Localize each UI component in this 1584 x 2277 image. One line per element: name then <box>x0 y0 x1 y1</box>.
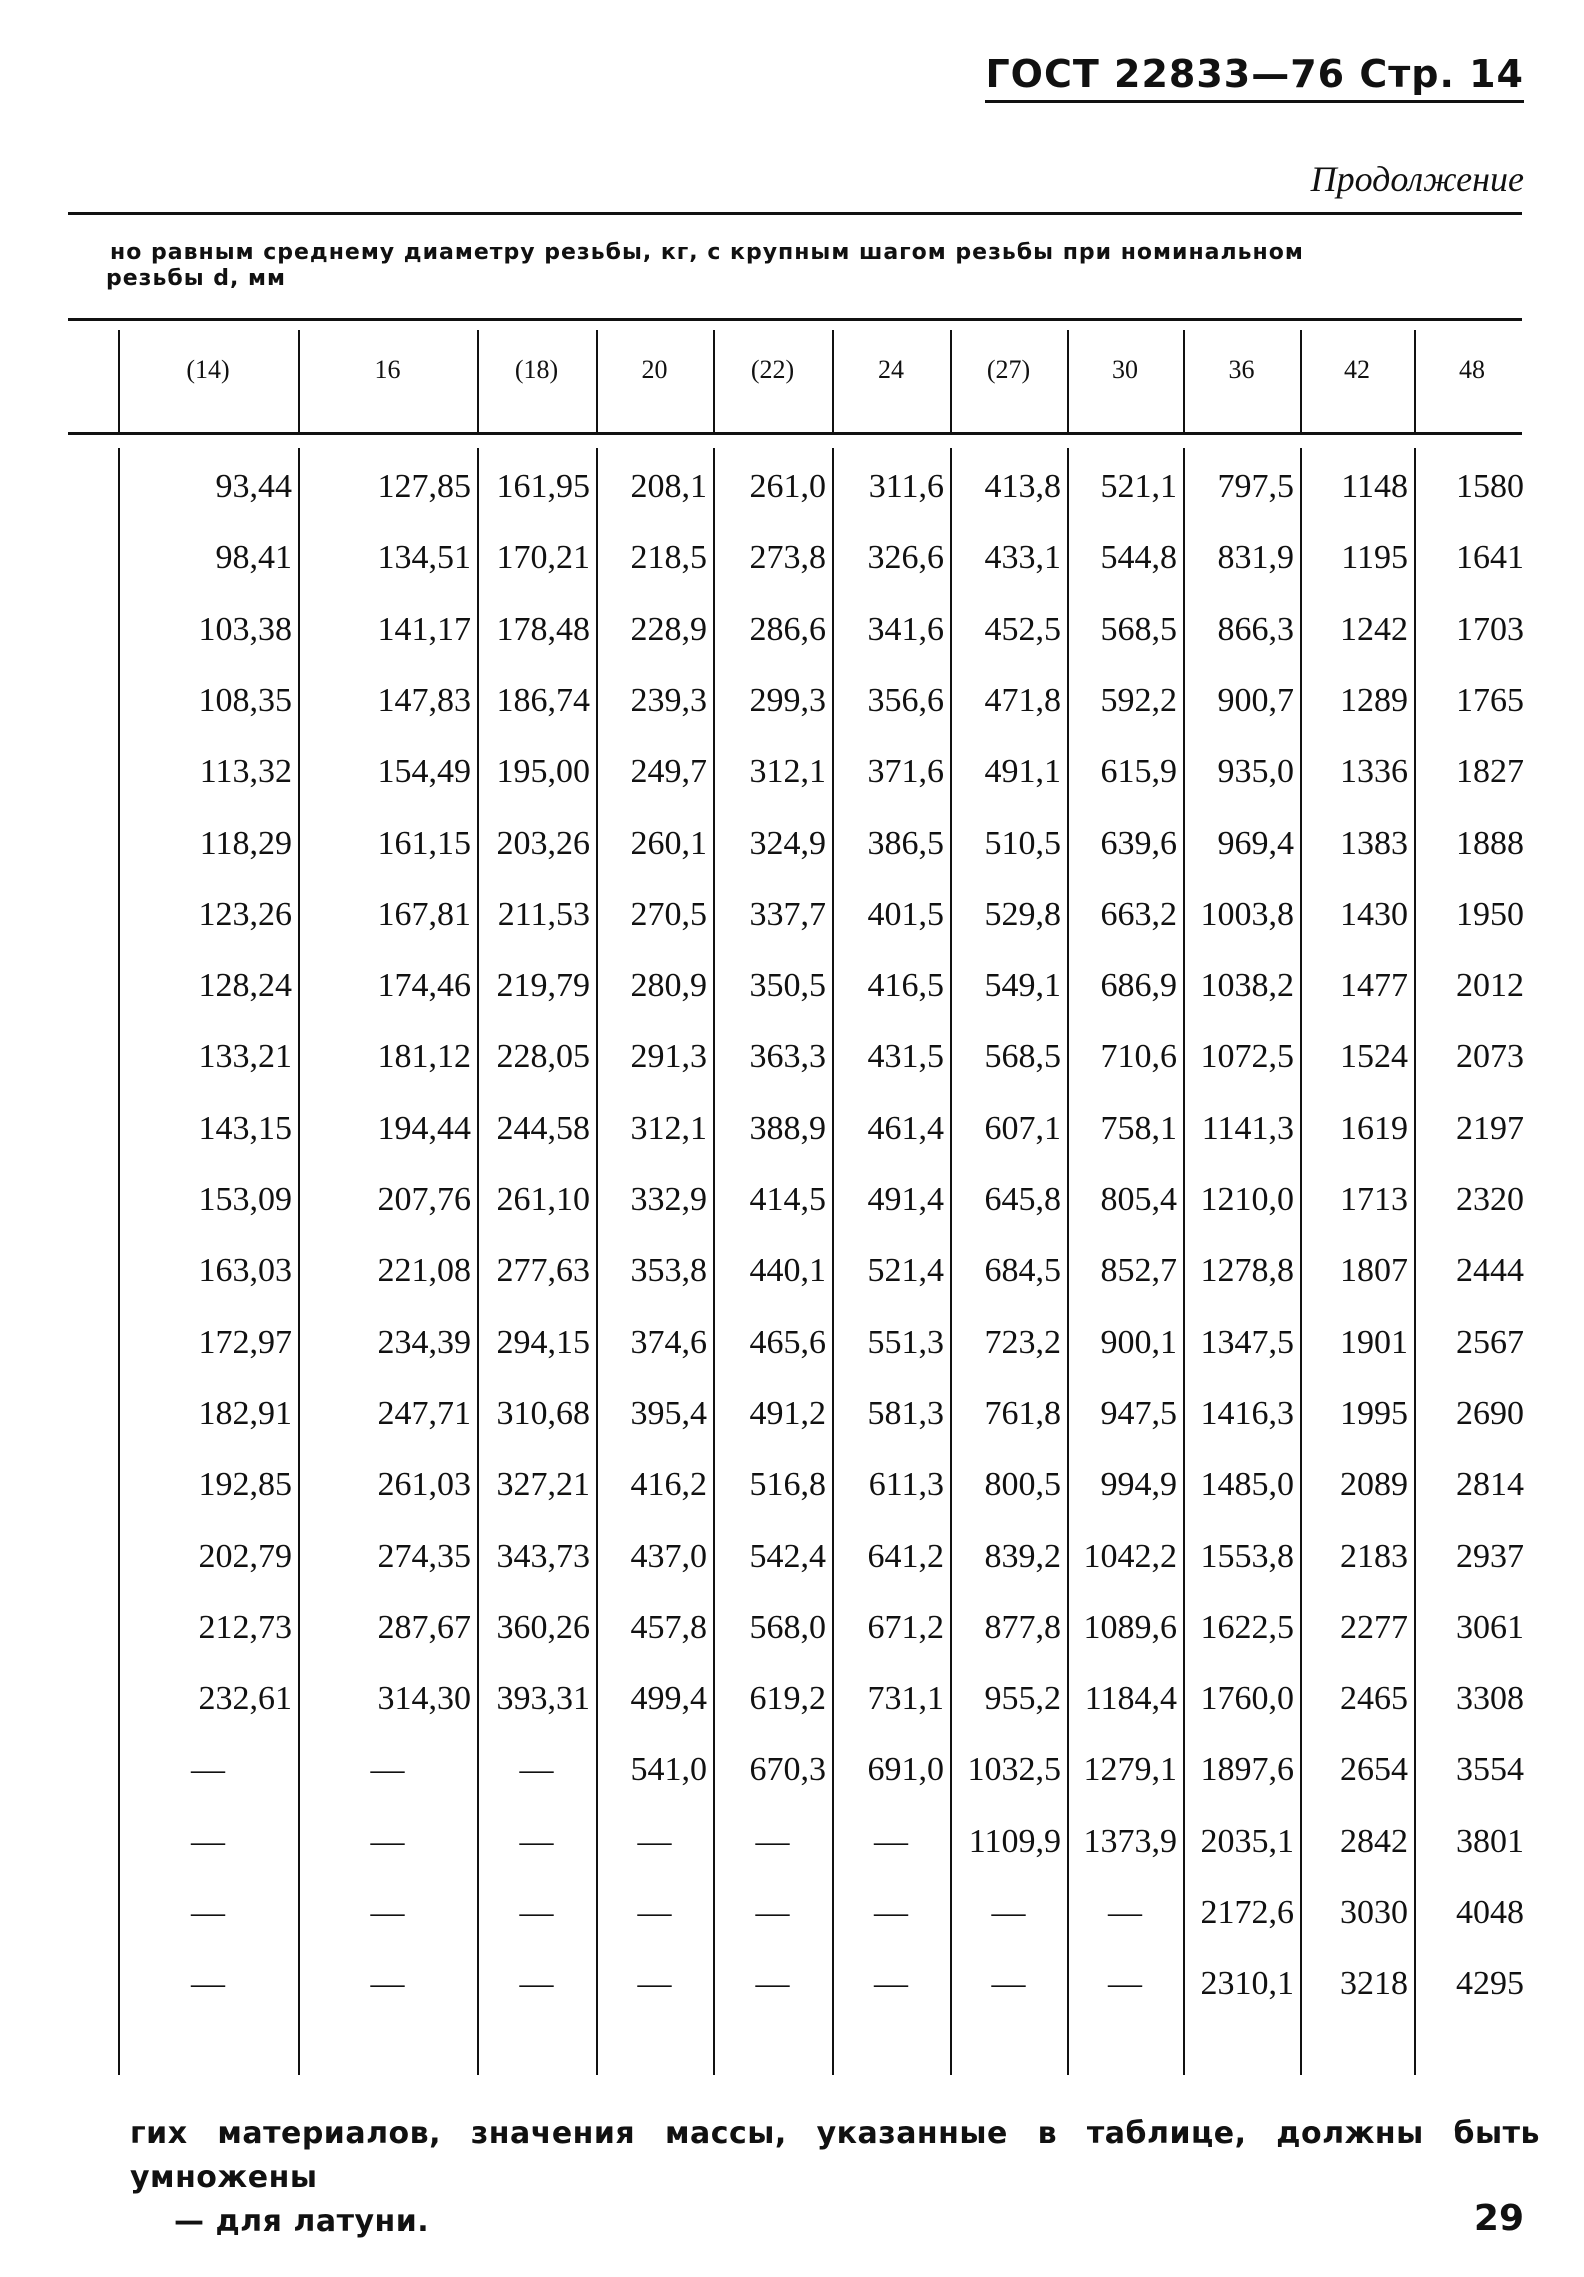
table-cell: 2183 <box>1340 1537 1408 1575</box>
table-cell: 852,7 <box>1100 1252 1177 1290</box>
table-cell: 1477 <box>1340 967 1408 1005</box>
table-cell: 516,8 <box>749 1466 826 1504</box>
table-cell: 1336 <box>1340 753 1408 791</box>
table-cell: 388,9 <box>749 1109 826 1147</box>
table-cell: 181,12 <box>377 1038 471 1076</box>
table-cell: 1141,3 <box>1201 1109 1294 1147</box>
column-header: 48 <box>1459 355 1485 384</box>
table-cell: 413,8 <box>984 468 1061 505</box>
table-cell: 239,3 <box>630 681 707 719</box>
table-cell: — <box>191 1751 225 1789</box>
table-cell: 249,7 <box>630 753 707 791</box>
table-cell: 393,31 <box>496 1680 590 1718</box>
table-cell: 147,83 <box>377 681 471 719</box>
table-cell: 758,1 <box>1100 1109 1177 1147</box>
table-cell: 261,10 <box>496 1181 590 1218</box>
table-cell: 314,30 <box>377 1680 471 1718</box>
table-cell: 2320 <box>1456 1181 1524 1218</box>
table-cell: 260,1 <box>630 824 707 862</box>
column-header: 16 <box>374 355 401 384</box>
table-cell: 491,1 <box>984 753 1061 791</box>
table-cell: 143,15 <box>198 1109 292 1147</box>
table-cell: 831,9 <box>1217 539 1294 577</box>
table-cell: — <box>991 1894 1026 1931</box>
table-cell: 170,21 <box>496 539 590 577</box>
table-cell: — <box>755 1894 790 1931</box>
table-cell: 244,58 <box>496 1109 590 1147</box>
table-cell: 212,73 <box>198 1608 292 1646</box>
table-cell: 416,2 <box>630 1466 707 1504</box>
table-cell: 2310,1 <box>1200 1965 1294 2003</box>
table-cell: 154,49 <box>377 753 471 791</box>
table-cell: 1950 <box>1456 895 1524 933</box>
header-divider <box>298 330 300 432</box>
table-cell: 360,26 <box>496 1608 590 1646</box>
table-cell: 273,8 <box>749 539 826 577</box>
header-divider <box>477 330 479 432</box>
table-cell: 123,26 <box>198 895 292 933</box>
table-cell: 723,2 <box>984 1323 1061 1361</box>
table-cell: 1383 <box>1340 824 1408 862</box>
table-cell: 639,6 <box>1100 824 1177 862</box>
table-cell: 619,2 <box>749 1680 826 1718</box>
table-cell: 2197 <box>1456 1109 1524 1147</box>
table-cell: 1485,0 <box>1200 1466 1294 1504</box>
table-cell: 1032,5 <box>967 1751 1061 1789</box>
table-cell: 326,6 <box>867 539 944 577</box>
header-divider <box>713 330 715 432</box>
column-header: 42 <box>1344 355 1370 384</box>
column-header: (22) <box>750 355 795 384</box>
column-header: (18) <box>514 355 559 384</box>
table-cell: 568,5 <box>984 1038 1061 1076</box>
table-cell: 291,3 <box>630 1038 707 1076</box>
table-cell: 103,38 <box>198 610 292 648</box>
table-cell: 1760,0 <box>1200 1680 1294 1718</box>
table-cell: 521,4 <box>867 1252 944 1290</box>
table-cell: 341,6 <box>867 610 944 648</box>
column-header: 30 <box>1112 355 1138 384</box>
table-cell: 710,6 <box>1100 1038 1177 1076</box>
table-cell: 178,48 <box>496 610 590 648</box>
table-cell: 1195 <box>1341 539 1408 577</box>
table-cell: 641,2 <box>867 1537 944 1575</box>
table-cell: 592,2 <box>1100 681 1177 719</box>
table-cell: — <box>370 1751 405 1789</box>
table-cell: 1888 <box>1456 824 1524 862</box>
table-cell: 645,8 <box>984 1181 1061 1218</box>
table-cell: — <box>637 1822 672 1860</box>
table-cell: 1641 <box>1456 539 1524 577</box>
table-cell: 1289 <box>1340 681 1408 719</box>
table-cell: 731,1 <box>867 1680 944 1718</box>
table-cell: 167,81 <box>377 895 471 933</box>
table-cell: 294,15 <box>496 1323 590 1361</box>
table-cell: 1279,1 <box>1083 1751 1177 1789</box>
table-cell: 247,71 <box>377 1394 471 1432</box>
table-cell: 363,3 <box>749 1038 826 1076</box>
table-cell: 312,1 <box>749 753 826 791</box>
table-cell: 1713 <box>1340 1181 1408 1218</box>
table-cell: — <box>370 1894 405 1931</box>
table-cell: 128,24 <box>198 967 292 1005</box>
table-cell: 994,9 <box>1100 1466 1177 1504</box>
table-cell: — <box>874 1965 908 2003</box>
page-number: 29 <box>1473 2198 1524 2239</box>
table-cell: 2690 <box>1456 1394 1524 1432</box>
table-cell: — <box>519 1894 554 1931</box>
table-cell: 491,4 <box>867 1181 944 1218</box>
table-cell: 395,4 <box>630 1394 707 1432</box>
table-cell: 1995 <box>1340 1394 1408 1432</box>
table-cell: 332,9 <box>630 1181 707 1218</box>
table-cell: — <box>370 1965 405 2003</box>
table-cell: 182,91 <box>198 1394 292 1432</box>
table-cell: 312,1 <box>630 1109 707 1147</box>
table-cell: 1619 <box>1340 1109 1408 1147</box>
table-cell: 1765 <box>1456 681 1524 719</box>
header-divider <box>950 330 952 432</box>
table-cell: 195,00 <box>496 753 590 791</box>
table-cell: 671,2 <box>867 1608 944 1646</box>
table-cell: 371,6 <box>867 753 944 791</box>
footer-note <box>130 2112 1540 2244</box>
table-cell: 274,35 <box>377 1537 471 1575</box>
table-cell: 686,9 <box>1100 967 1177 1005</box>
table-cell: — <box>1108 1965 1142 2003</box>
header-divider <box>1067 330 1069 432</box>
table-cell: 218,5 <box>630 539 707 577</box>
table-cell: 2089 <box>1340 1466 1408 1504</box>
table-cell: 2172,6 <box>1200 1894 1294 1931</box>
table-cell: — <box>755 1965 790 2003</box>
table-cell: 4048 <box>1456 1894 1524 1931</box>
table-cell: — <box>519 1751 554 1789</box>
table-cell: 969,4 <box>1217 824 1294 862</box>
table-cell: 761,8 <box>984 1394 1061 1432</box>
table-cell: 900,1 <box>1100 1323 1177 1361</box>
table-cell: 1347,5 <box>1200 1323 1294 1361</box>
table-cell: 343,73 <box>496 1537 590 1575</box>
table-cell: — <box>1108 1894 1142 1931</box>
table-cell: 670,3 <box>749 1751 826 1789</box>
table-cell: 457,8 <box>630 1608 707 1646</box>
table-cell: 118,29 <box>199 824 292 862</box>
table-cell: 1072,5 <box>1200 1038 1294 1076</box>
table-cell: 194,44 <box>377 1109 471 1147</box>
table-cell: 611,3 <box>868 1466 944 1504</box>
table-cell: 1553,8 <box>1200 1537 1294 1575</box>
table-cell: 228,05 <box>496 1038 590 1076</box>
table-cell: 491,2 <box>749 1394 826 1432</box>
table-cell: 1242 <box>1340 610 1408 648</box>
table-cell: 2035,1 <box>1200 1822 1294 1860</box>
table-cell: 2567 <box>1456 1323 1524 1361</box>
table-cell: 1210,0 <box>1200 1181 1294 1218</box>
table-cell: 551,3 <box>867 1323 944 1361</box>
table-cell: 452,5 <box>984 610 1061 648</box>
column-header: (14) <box>186 355 230 384</box>
table-cell: 133,21 <box>198 1038 292 1076</box>
table-cell: 471,8 <box>984 681 1061 719</box>
table-cell: 2842 <box>1340 1822 1408 1860</box>
caption-line-2: резьбы d, мм <box>106 266 287 291</box>
table-cell: 3801 <box>1456 1822 1524 1860</box>
header-divider <box>1300 330 1302 432</box>
table-cell: 2277 <box>1340 1608 1408 1646</box>
table-cell: 161,15 <box>377 824 471 862</box>
table-cell: 839,2 <box>984 1537 1061 1575</box>
table-cell: 1278,8 <box>1200 1252 1294 1290</box>
table-cell: 1038,2 <box>1200 967 1294 1005</box>
table-cell: 1184,4 <box>1084 1680 1177 1718</box>
table-cell: 1373,9 <box>1083 1822 1177 1860</box>
table-cell: 127,85 <box>377 468 471 505</box>
table-cell: 568,0 <box>749 1608 826 1646</box>
table-cell: 461,4 <box>867 1109 944 1147</box>
table-cell: 134,51 <box>377 539 471 577</box>
table-cell: 108,35 <box>198 681 292 719</box>
table-cell: 521,1 <box>1100 468 1177 505</box>
table-cell: 211,53 <box>497 895 590 933</box>
table-cell: 174,46 <box>377 967 471 1005</box>
table-cell: 356,6 <box>867 681 944 719</box>
table-cell: 261,03 <box>377 1466 471 1504</box>
table-cell: 935,0 <box>1217 753 1294 791</box>
table-cell: 900,7 <box>1217 681 1294 719</box>
table-cell: 3554 <box>1456 1751 1524 1789</box>
table-cell: 805,4 <box>1100 1181 1177 1218</box>
table-cell: 1003,8 <box>1200 895 1294 933</box>
table-cell: 607,1 <box>984 1109 1061 1147</box>
table-cell: 1622,5 <box>1200 1608 1294 1646</box>
table-cell: 1901 <box>1340 1323 1408 1361</box>
header-divider <box>118 330 120 432</box>
table-cell: — <box>191 1965 225 2003</box>
table-cell: 93,44 <box>215 468 292 505</box>
table-cell: 270,5 <box>630 895 707 933</box>
table-cell: 866,3 <box>1217 610 1294 648</box>
continuation-label: Продолжение <box>1310 159 1524 199</box>
table-cell: 261,0 <box>749 468 826 505</box>
table-cell: 800,5 <box>984 1466 1061 1504</box>
table-cell: 2444 <box>1456 1252 1524 1290</box>
table-cell: 163,03 <box>198 1252 292 1290</box>
table-cell: 153,09 <box>198 1181 292 1218</box>
table-cell: 1807 <box>1340 1252 1408 1290</box>
table-cell: 2465 <box>1340 1680 1408 1718</box>
table-cell: — <box>874 1894 908 1931</box>
table-cell: 172,97 <box>198 1323 292 1361</box>
table-cell: 615,9 <box>1100 753 1177 791</box>
table-cell: 327,21 <box>496 1466 590 1504</box>
table-cell: — <box>370 1822 405 1860</box>
table-cell: 414,5 <box>749 1181 826 1218</box>
table-cell: 202,79 <box>198 1537 292 1575</box>
table-cell: — <box>755 1822 790 1860</box>
table-cell: 2814 <box>1456 1466 1524 1504</box>
table-cell: 691,0 <box>867 1751 944 1789</box>
table-cell: 2937 <box>1456 1537 1524 1575</box>
footer-line-2: — для латуни. <box>174 2204 430 2239</box>
table-cell: — <box>637 1965 672 2003</box>
table-cell: 544,8 <box>1100 539 1177 577</box>
table-cell: 877,8 <box>984 1608 1061 1646</box>
footer-line-1: гих материалов, значения массы, указанные в таблице, должны быть умножены <box>130 2116 1540 2195</box>
page-header: ГОСТ 22833—76 Стр. 14 <box>985 52 1524 103</box>
table-cell: 207,76 <box>377 1181 471 1218</box>
table-cell: — <box>874 1822 908 1860</box>
table-cell: 1148 <box>1341 468 1408 505</box>
table-cell: — <box>519 1822 554 1860</box>
table-cell: 401,5 <box>867 895 944 933</box>
table-cell: 465,6 <box>749 1323 826 1361</box>
header-divider <box>596 330 598 432</box>
table-cell: 280,9 <box>630 967 707 1005</box>
table-cell: 2654 <box>1340 1751 1408 1789</box>
column-header: (27) <box>986 355 1031 384</box>
table-cell: 3308 <box>1456 1680 1524 1718</box>
column-header: 20 <box>641 355 668 384</box>
table-cell: 219,79 <box>496 967 590 1005</box>
table-cell: 581,3 <box>867 1394 944 1432</box>
table-cell: 431,5 <box>867 1038 944 1076</box>
table-cell: 1897,6 <box>1200 1751 1294 1789</box>
table-cell: 542,4 <box>749 1537 826 1575</box>
table-cell: 228,9 <box>630 610 707 648</box>
table-cell: 310,68 <box>496 1394 590 1432</box>
header-divider <box>1183 330 1185 432</box>
table-cell: 286,6 <box>749 610 826 648</box>
table-cell: 433,1 <box>984 539 1061 577</box>
table-cell: 1524 <box>1340 1038 1408 1076</box>
table-cell: 3030 <box>1340 1894 1408 1931</box>
table-cell: 311,6 <box>868 468 944 505</box>
table-cell: 161,95 <box>496 468 590 505</box>
table-cell: 3218 <box>1340 1965 1408 2003</box>
table-cell: 568,5 <box>1100 610 1177 648</box>
table-cell: 141,17 <box>377 610 471 648</box>
table-cell: 232,61 <box>198 1680 292 1718</box>
table-cell: 337,7 <box>749 895 826 933</box>
table-cell: 549,1 <box>984 967 1061 1005</box>
table-cell: 529,8 <box>984 895 1061 933</box>
table-cell: 113,32 <box>199 753 292 791</box>
table-cell: 437,0 <box>630 1537 707 1575</box>
caption-line-1: но равным среднему диаметру резьбы, кг, с крупным шагом резьбы при номинальном <box>110 240 1304 265</box>
table-cell: 221,08 <box>377 1252 471 1290</box>
table-cell: 203,26 <box>496 824 590 862</box>
table-cell: 386,5 <box>867 824 944 862</box>
table-cell: 186,74 <box>496 681 590 719</box>
table-cell: 374,6 <box>630 1323 707 1361</box>
table-cell: 510,5 <box>984 824 1061 862</box>
table-cell: 1703 <box>1456 610 1524 648</box>
table-cell: 208,1 <box>630 468 707 505</box>
table-cell: — <box>191 1822 225 1860</box>
table-cell: 1416,3 <box>1200 1394 1294 1432</box>
table-cell: 299,3 <box>749 681 826 719</box>
table-cell: — <box>991 1965 1026 2003</box>
table-cell: 324,9 <box>749 824 826 862</box>
table-cell: 955,2 <box>984 1680 1061 1718</box>
table-cell: 1580 <box>1456 468 1524 505</box>
table-cell: 440,1 <box>749 1252 826 1290</box>
table-cell: 1089,6 <box>1083 1608 1177 1646</box>
table-cell: 947,5 <box>1100 1394 1177 1432</box>
table-cell: 98,41 <box>215 539 292 577</box>
table-cell: 287,67 <box>377 1608 471 1646</box>
table-cell: — <box>191 1894 225 1931</box>
table-cell: — <box>519 1965 554 2003</box>
table-cell: 663,2 <box>1100 895 1177 933</box>
table-cell: 3061 <box>1456 1608 1524 1646</box>
table-cell: 350,5 <box>749 967 826 1005</box>
table-cell: 1109,9 <box>968 1822 1061 1860</box>
table-cell: 1042,2 <box>1083 1537 1177 1575</box>
table-cell: 234,39 <box>377 1323 471 1361</box>
table-cell: 416,5 <box>867 967 944 1005</box>
table-cell: 1430 <box>1340 895 1408 933</box>
column-header: 24 <box>878 355 904 384</box>
table-cell: 684,5 <box>984 1252 1061 1290</box>
column-header: 36 <box>1228 355 1255 384</box>
table-cell: 353,8 <box>630 1252 707 1290</box>
table-cell: 1827 <box>1456 753 1524 791</box>
table-cell: 277,63 <box>496 1252 590 1290</box>
table-cell: 541,0 <box>630 1751 707 1789</box>
table-cell: 4295 <box>1456 1965 1524 2003</box>
table-cell: 192,85 <box>198 1466 292 1504</box>
header-divider <box>832 330 834 432</box>
table-cell: 499,4 <box>630 1680 707 1718</box>
table-cell: 2073 <box>1456 1038 1524 1076</box>
table-cell: 797,5 <box>1217 468 1294 505</box>
table-cell: 2012 <box>1456 967 1524 1005</box>
table-cell: — <box>637 1894 672 1931</box>
header-divider <box>1414 330 1416 432</box>
